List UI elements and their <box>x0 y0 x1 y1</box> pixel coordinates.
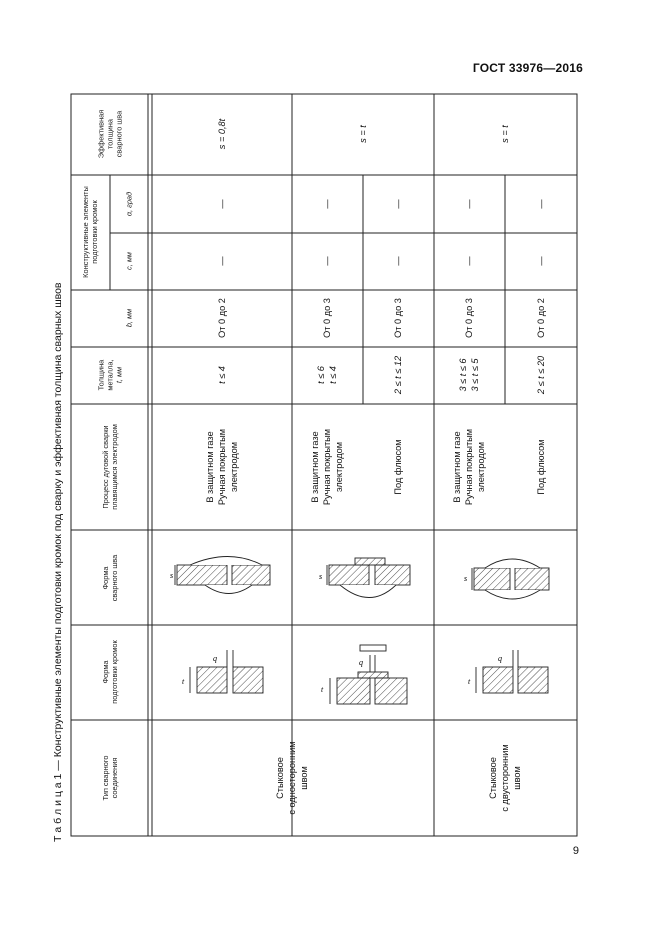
sketch-s-label: s <box>464 574 468 583</box>
alpha-r1a: — <box>217 199 227 209</box>
col-elements-group: Конструктивные элементы подготовки кромок <box>81 186 99 278</box>
joint-single: Стыковое с односторонним швом <box>275 741 309 815</box>
effective-r2: s = t <box>500 125 510 143</box>
alpha-r2b: — <box>536 199 546 209</box>
sketch-q-label: q <box>498 654 502 663</box>
sketch-q-label: q <box>359 658 363 667</box>
col-weld-form: Форма сварного шва <box>101 554 119 602</box>
process-r1c: Под флюсом <box>393 439 403 495</box>
alpha-r1c: — <box>393 199 403 209</box>
alpha-r1b: — <box>322 199 332 209</box>
edge-sketch-double <box>476 650 548 693</box>
col-b: b, мм <box>124 308 134 328</box>
joint-double: Стыковое с двусторонним швом <box>488 744 522 812</box>
c-r2a: — <box>464 256 474 266</box>
b-r1b: От 0 до 3 <box>322 298 332 338</box>
b-r2a: От 0 до 3 <box>464 298 474 338</box>
sketch-t-label: t <box>182 677 185 686</box>
col-process: Процесс дуговой сварки плавящимся электродом <box>101 424 119 510</box>
process-r2b: Под флюсом <box>536 439 546 495</box>
b-r1a: От 0 до 2 <box>217 298 227 338</box>
thickness-r1a: t ≤ 4 <box>217 366 227 384</box>
weld-sketch-single-1 <box>175 557 270 594</box>
sketch-t-label: t <box>468 677 471 686</box>
col-effective: Эффективная толщина сварного шва <box>96 109 124 159</box>
sketch-t-label: t <box>321 685 324 694</box>
col-alpha: α, град <box>124 191 134 217</box>
standard-header: ГОСТ 33976—2016 <box>472 61 583 75</box>
effective-r1b: s = t <box>358 125 368 143</box>
col-c: c, мм <box>124 252 134 270</box>
thickness-r2a: 3 ≤ t ≤ 6 3 ≤ t ≤ 5 <box>458 358 480 392</box>
c-r1c: — <box>393 256 403 266</box>
process-r1b: В защитном газе Ручная покрытым электродом <box>310 428 344 506</box>
thickness-r1b: t ≤ 6 t ≤ 4 <box>316 366 338 384</box>
effective-r1a: s = 0,8t <box>217 118 227 150</box>
thickness-r2b: 2 ≤ t ≤ 20 <box>536 355 546 395</box>
sketch-s-label: s <box>319 572 323 581</box>
b-r2b: От 0 до 2 <box>536 298 546 338</box>
col-edge-prep: Форма подготовки кромок <box>101 640 119 704</box>
weld-sketch-single-2 <box>327 558 410 598</box>
alpha-r2a: — <box>464 199 474 209</box>
c-r1a: — <box>217 256 227 266</box>
edge-sketch-single-2 <box>330 645 407 704</box>
table-caption: Т а б л и ц а 1 — Конструктивные элементы подготовки кромок под сварку и эффективная толщина сварных швов <box>52 282 64 842</box>
c-r2b: — <box>536 256 546 266</box>
thickness-r1c: 2 ≤ t ≤ 12 <box>393 355 403 395</box>
col-joint-type: Тип сварного соединения <box>101 755 119 801</box>
b-r1c: От 0 до 3 <box>393 298 403 338</box>
c-r1b: — <box>322 256 332 266</box>
edge-sketch-single-1 <box>190 650 263 693</box>
sketch-q-label: q <box>213 654 217 663</box>
sketch-s-label: s <box>170 571 174 580</box>
page-number: 9 <box>572 845 579 857</box>
weld-sketch-double <box>472 559 549 599</box>
process-r1a: В защитном газе Ручная покрытым электродом <box>205 428 239 506</box>
process-r2a: В защитном газе Ручная покрытым электродом <box>452 428 486 506</box>
col-thickness: Толщина металла, t, мм <box>96 359 124 391</box>
